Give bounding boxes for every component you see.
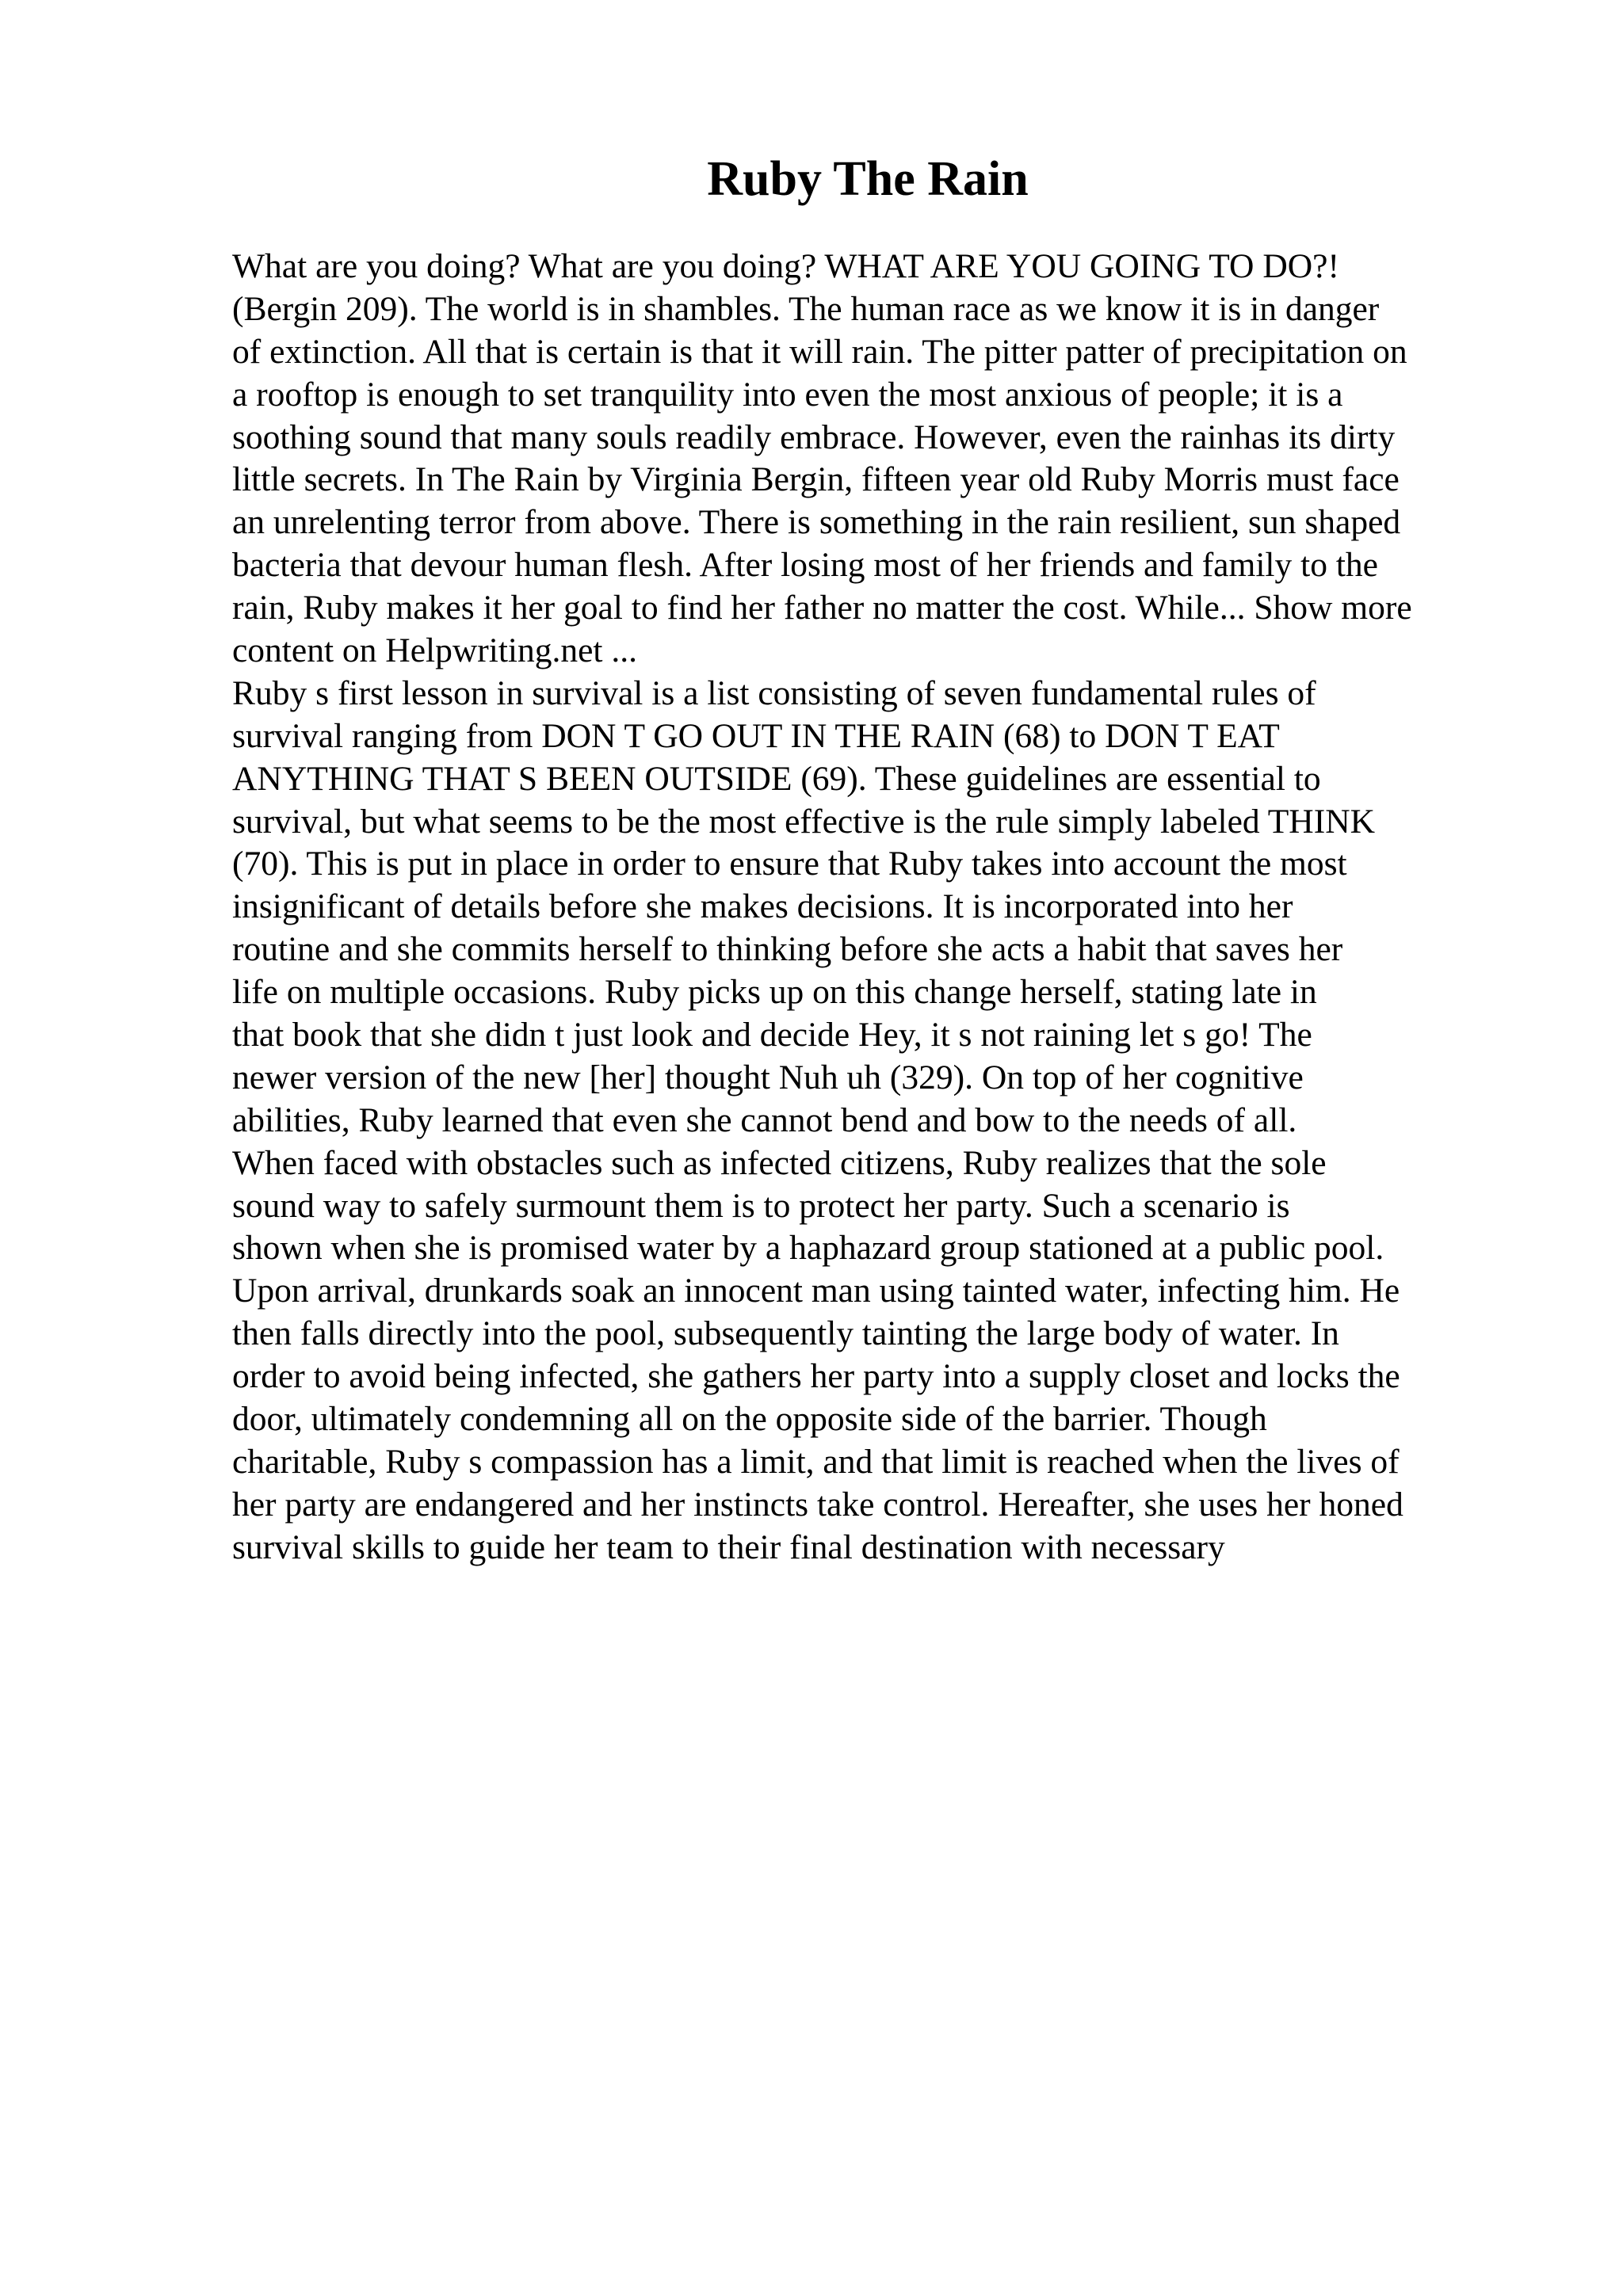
text-line: newer version of the new [her] thought Nuh uh (329). On top of her cognitive — [232, 1058, 1304, 1097]
text-line: that book that she didn t just look and decide Hey, it s not raining let s go! The — [232, 1016, 1312, 1055]
text-line: sound way to safely surmount them is to protect her party. Such a scenario is — [232, 1186, 1290, 1225]
text-line: survival skills to guide her team to their final destination with necessary — [232, 1527, 1225, 1566]
text-line: then falls directly into the pool, subsequently tainting the large body of water. In — [232, 1314, 1339, 1353]
text-line: What are you doing? What are you doing? WHAT ARE YOU GOING TO DO?! — [232, 247, 1339, 285]
text-line: bacteria that devour human flesh. After losing most of her friends and family to the — [232, 546, 1378, 585]
text-line: shown when she is promised water by a haphazard group stationed at a public pool. — [232, 1229, 1384, 1268]
text-line: door, ultimately condemning all on the opposite side of the barrier. Though — [232, 1400, 1267, 1439]
text-line: rain, Ruby makes it her goal to find her father no matter the cost. While... Show more — [232, 589, 1412, 627]
text-line: Ruby s first lesson in survival is a list consisting of seven fundamental rules of — [232, 673, 1316, 712]
text-line: of extinction. All that is certain is that it will rain. The pitter patter of precipitation on — [232, 332, 1407, 371]
text-line: (Bergin 209). The world is in shambles. The human race as we know it is in danger — [232, 289, 1380, 328]
text-line: order to avoid being infected, she gathers her party into a supply closet and locks the — [232, 1357, 1400, 1396]
text-line: content on Helpwriting.net ... — [232, 631, 638, 670]
text-line: insignificant of details before she makes decisions. It is incorporated into her — [232, 887, 1293, 926]
document-title: Ruby The Rain — [707, 152, 1029, 206]
text-line: survival ranging from DON T GO OUT IN THE RAIN (68) to DON T EAT — [232, 716, 1280, 755]
text-line: little secrets. In The Rain by Virginia Bergin, fifteen year old Ruby Morris must face — [232, 460, 1400, 499]
text-line: Upon arrival, drunkards soak an innocent man using tainted water, infecting him. He — [232, 1272, 1400, 1310]
text-line: ANYTHING THAT S BEEN OUTSIDE (69). These guidelines are essential to — [232, 759, 1321, 798]
text-line: abilities, Ruby learned that even she cannot bend and bow to the needs of all. — [232, 1100, 1297, 1139]
text-line: a rooftop is enough to set tranquility into even the most anxious of people; it is a — [232, 375, 1343, 414]
text-line: life on multiple occasions. Ruby picks up on this change herself, stating late in — [232, 973, 1317, 1012]
document-body — [232, 246, 1595, 1569]
text-line: When faced with obstacles such as infected citizens, Ruby realizes that the sole — [232, 1143, 1327, 1182]
text-line: survival, but what seems to be the most effective is the rule simply labeled THINK — [232, 802, 1376, 841]
text-line: soothing sound that many souls readily embrace. However, even the rainhas its dirty — [232, 418, 1396, 456]
text-line: (70). This is put in place in order to ensure that Ruby takes into account the most — [232, 845, 1347, 883]
text-line: her party are endangered and her instincts take control. Hereafter, she uses her honed — [232, 1485, 1403, 1524]
text-line: charitable, Ruby s compassion has a limit, and that limit is reached when the lives of — [232, 1442, 1400, 1481]
text-line: an unrelenting terror from above. There is something in the rain resilient, sun shaped — [232, 503, 1401, 542]
text-line: routine and she commits herself to thinking before she acts a habit that saves her — [232, 930, 1343, 969]
